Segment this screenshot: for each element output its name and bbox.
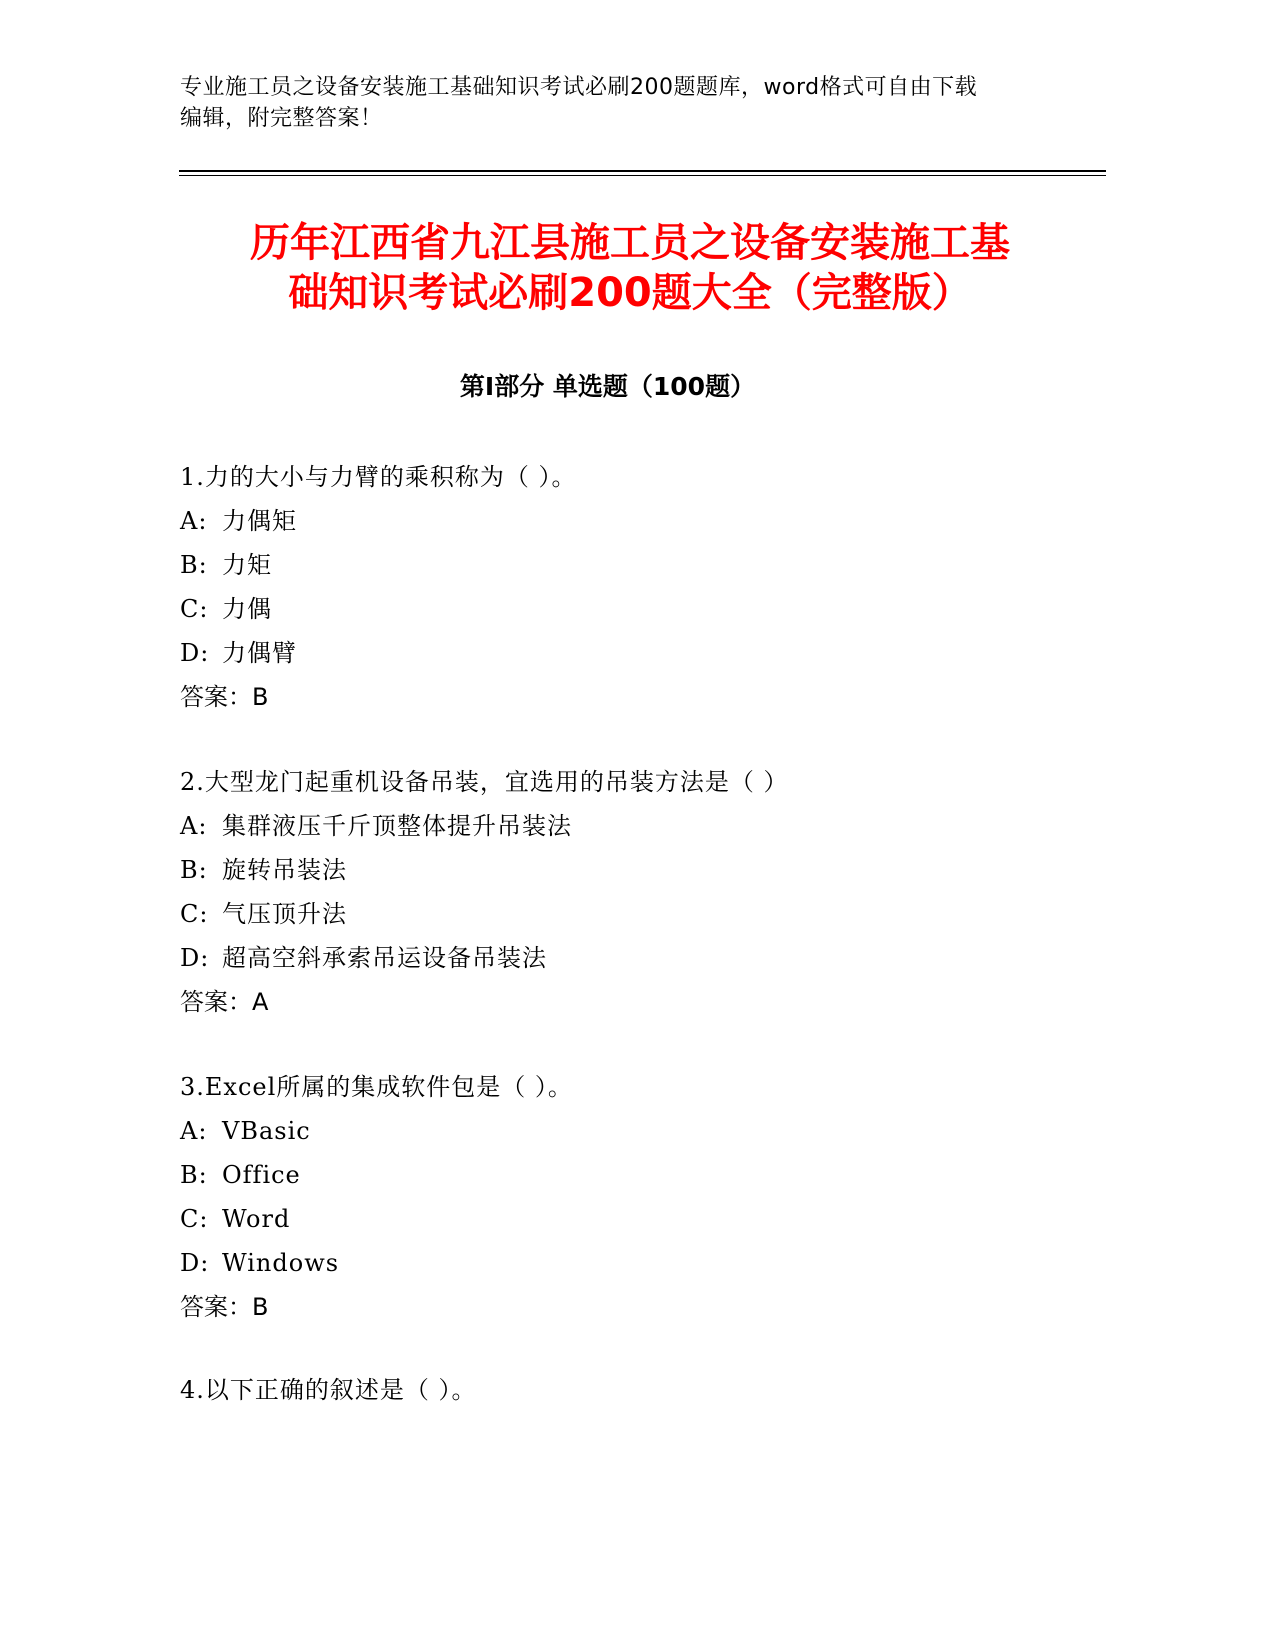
question-option-d <box>180 1241 1080 1285</box>
question-option-c <box>180 1197 1080 1241</box>
option-text: 力偶臂 <box>222 639 297 667</box>
option-key: D: <box>180 1249 210 1277</box>
header-divider-thin <box>179 175 1106 176</box>
option-text: 超高空斜承索吊运设备吊装法 <box>222 944 547 972</box>
option-key: B: <box>180 551 208 579</box>
question-answer: 答案：B <box>180 1293 269 1321</box>
option-text: 力矩 <box>222 551 272 579</box>
question-2 <box>180 760 1080 1024</box>
option-key: B: <box>180 856 208 884</box>
document-title-line-1: 历年江西省九江县施工员之设备安装施工基 <box>250 220 1010 266</box>
option-key: C: <box>180 900 209 928</box>
question-option-c <box>180 587 1080 631</box>
document-title <box>150 218 1110 318</box>
header-divider-thick <box>179 170 1106 172</box>
question-option-d <box>180 631 1080 675</box>
option-key: B: <box>180 1161 208 1189</box>
option-text: Windows <box>222 1249 340 1277</box>
question-option-a <box>180 804 1080 848</box>
question-option-d <box>180 936 1080 980</box>
question-answer: 答案：A <box>180 988 269 1016</box>
option-text: 力偶 <box>222 595 272 623</box>
option-text: 力偶矩 <box>222 507 297 535</box>
question-stem: 1.力的大小与力臂的乘积称为（ ）。 <box>180 463 577 491</box>
option-key: D: <box>180 639 210 667</box>
question-option-b <box>180 543 1080 587</box>
option-text: 气压顶升法 <box>222 900 347 928</box>
question-answer: 答案：B <box>180 683 269 711</box>
option-text: Word <box>222 1205 291 1233</box>
option-text: Office <box>222 1161 301 1189</box>
question-option-a <box>180 499 1080 543</box>
option-key: A: <box>180 1117 208 1145</box>
header-note <box>180 72 1040 134</box>
section-title: 第Ⅰ部分 单选题（100题） <box>459 372 756 401</box>
option-text: 集群液压千斤顶整体提升吊装法 <box>222 812 572 840</box>
question-stem: 3.Excel所属的集成软件包是（ ）。 <box>180 1073 573 1101</box>
option-key: A: <box>180 507 208 535</box>
question-3 <box>180 1065 1080 1329</box>
question-1 <box>180 455 1080 719</box>
option-key: D: <box>180 944 210 972</box>
header-note-line-2: 编辑，附完整答案！ <box>180 106 383 131</box>
question-option-a <box>180 1109 1080 1153</box>
question-option-b <box>180 848 1080 892</box>
question-option-c <box>180 892 1080 936</box>
question-4 <box>180 1368 1080 1412</box>
option-key: C: <box>180 1205 209 1233</box>
question-stem: 4.以下正确的叙述是（ ）。 <box>180 1376 477 1404</box>
option-key: A: <box>180 812 208 840</box>
question-stem: 2.大型龙门起重机设备吊装，宜选用的吊装方法是（ ） <box>180 768 789 796</box>
option-key: C: <box>180 595 209 623</box>
option-text: 旋转吊装法 <box>222 856 347 884</box>
question-option-b <box>180 1153 1080 1197</box>
option-text: VBasic <box>222 1117 311 1145</box>
document-title-line-2: 础知识考试必刷200题大全（完整版） <box>288 270 972 316</box>
header-note-line-1: 专业施工员之设备安装施工基础知识考试必刷200题题库，word格式可自由下载 <box>180 75 978 100</box>
